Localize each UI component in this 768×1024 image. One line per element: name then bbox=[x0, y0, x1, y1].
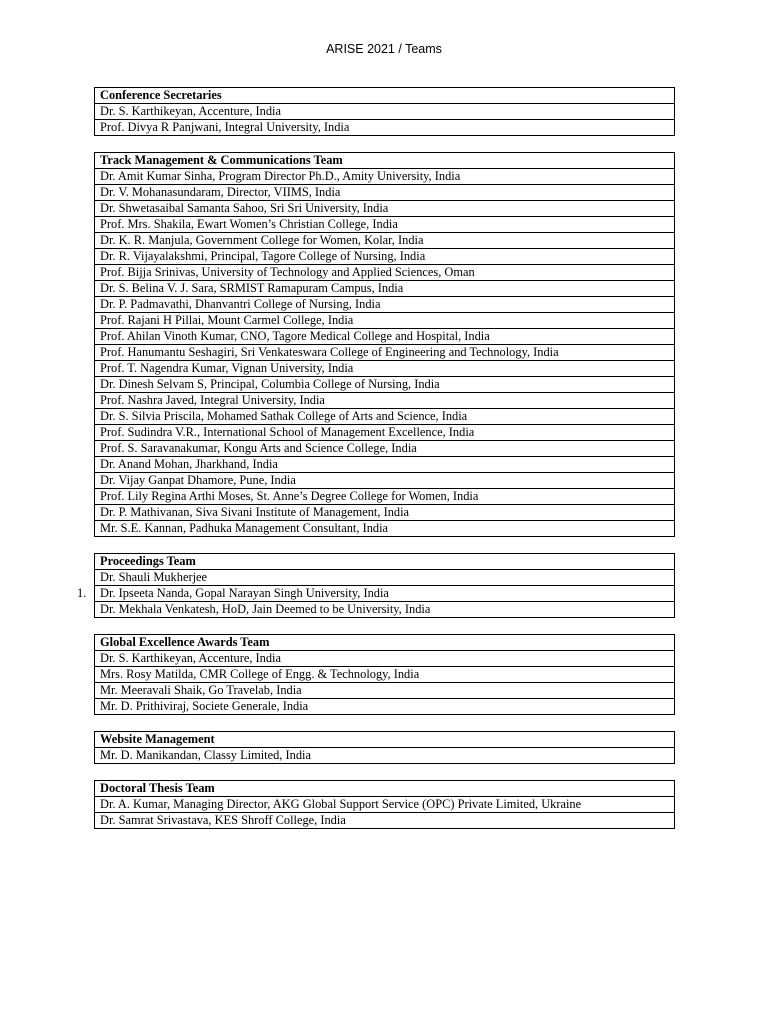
table-row bbox=[95, 570, 675, 586]
member-entry: Prof. Lily Regina Arthi Moses, St. Anne’s Degree College for Women, India bbox=[95, 489, 675, 505]
member-entry: Prof. Hanumantu Seshagiri, Sri Venkateswara College of Engineering and Technology, India bbox=[95, 345, 675, 361]
table-row bbox=[95, 201, 675, 217]
member-entry: Dr. A. Kumar, Managing Director, AKG Global Support Service (OPC) Private Limited, Ukraine bbox=[95, 797, 675, 813]
team-title: Global Excellence Awards Team bbox=[95, 635, 675, 651]
team-table bbox=[94, 87, 675, 136]
team-section bbox=[94, 731, 675, 764]
table-row bbox=[95, 249, 675, 265]
table-row bbox=[95, 441, 675, 457]
member-entry: Dr. Shwetasaibal Samanta Sahoo, Sri Sri University, India bbox=[95, 201, 675, 217]
list-number-marker: 1. bbox=[77, 586, 87, 600]
table-row bbox=[95, 185, 675, 201]
team-table bbox=[94, 634, 675, 715]
member-entry: Dr. S. Karthikeyan, Accenture, India bbox=[95, 104, 675, 120]
team-table bbox=[94, 731, 675, 764]
table-row bbox=[95, 377, 675, 393]
table-row bbox=[95, 813, 675, 829]
member-entry: Dr. S. Silvia Priscila, Mohamed Sathak College of Arts and Science, India bbox=[95, 409, 675, 425]
member-entry: Prof. Bijja Srinivas, University of Technology and Applied Sciences, Oman bbox=[95, 265, 675, 281]
table-row bbox=[95, 797, 675, 813]
table-row bbox=[95, 651, 675, 667]
table-row bbox=[95, 313, 675, 329]
member-entry: Dr. P. Padmavathi, Dhanvantri College of Nursing, India bbox=[95, 297, 675, 313]
member-entry: Dr. Shauli Mukherjee bbox=[95, 570, 675, 586]
team-title: Proceedings Team bbox=[95, 554, 675, 570]
table-row bbox=[95, 586, 675, 602]
member-entry: Prof. Rajani H Pillai, Mount Carmel College, India bbox=[95, 313, 675, 329]
team-section bbox=[94, 780, 675, 829]
member-entry: Dr. Anand Mohan, Jharkhand, India bbox=[95, 457, 675, 473]
team-title: Conference Secretaries bbox=[95, 88, 675, 104]
member-entry: Prof. Divya R Panjwani, Integral University, India bbox=[95, 120, 675, 136]
table-row bbox=[95, 120, 675, 136]
team-section bbox=[94, 634, 675, 715]
team-section bbox=[77, 553, 675, 618]
team-title: Website Management bbox=[95, 732, 675, 748]
table-row bbox=[95, 233, 675, 249]
member-entry: Prof. Sudindra V.R., International School of Management Excellence, India bbox=[95, 425, 675, 441]
table-row bbox=[95, 361, 675, 377]
team-table bbox=[94, 152, 675, 537]
table-row bbox=[95, 457, 675, 473]
table-row bbox=[95, 409, 675, 425]
team-header-row bbox=[95, 554, 675, 570]
member-entry: Prof. T. Nagendra Kumar, Vignan University, India bbox=[95, 361, 675, 377]
member-entry: Mr. D. Manikandan, Classy Limited, India bbox=[95, 748, 675, 764]
team-header-row bbox=[95, 88, 675, 104]
table-row bbox=[95, 473, 675, 489]
team-header-row bbox=[95, 781, 675, 797]
table-row bbox=[95, 169, 675, 185]
table-row bbox=[95, 104, 675, 120]
table-row bbox=[95, 425, 675, 441]
member-entry: Prof. Nashra Javed, Integral University, India bbox=[95, 393, 675, 409]
table-row bbox=[95, 217, 675, 233]
member-entry: Dr. Ipseeta Nanda, Gopal Narayan Singh University, India bbox=[95, 586, 675, 602]
table-row bbox=[95, 297, 675, 313]
member-entry: Dr. Amit Kumar Sinha, Program Director Ph.D., Amity University, India bbox=[95, 169, 675, 185]
member-entry: Mr. D. Prithiviraj, Societe Generale, India bbox=[95, 699, 675, 715]
member-entry: Prof. S. Saravanakumar, Kongu Arts and Science College, India bbox=[95, 441, 675, 457]
member-entry: Dr. K. R. Manjula, Government College for Women, Kolar, India bbox=[95, 233, 675, 249]
member-entry: Mrs. Rosy Matilda, CMR College of Engg. & Technology, India bbox=[95, 667, 675, 683]
team-header-row bbox=[95, 732, 675, 748]
table-row bbox=[95, 489, 675, 505]
team-title: Doctoral Thesis Team bbox=[95, 781, 675, 797]
table-row bbox=[95, 265, 675, 281]
table-row bbox=[95, 699, 675, 715]
table-row bbox=[95, 683, 675, 699]
member-entry: Dr. V. Mohanasundaram, Director, VIIMS, India bbox=[95, 185, 675, 201]
table-row bbox=[95, 345, 675, 361]
team-title: Track Management & Communications Team bbox=[95, 153, 675, 169]
member-entry: Mr. S.E. Kannan, Padhuka Management Consultant, India bbox=[95, 521, 675, 537]
member-entry: Dr. Dinesh Selvam S, Principal, Columbia College of Nursing, India bbox=[95, 377, 675, 393]
table-row bbox=[95, 521, 675, 537]
table-row bbox=[95, 748, 675, 764]
team-section bbox=[94, 87, 675, 136]
member-entry: Prof. Ahilan Vinoth Kumar, CNO, Tagore Medical College and Hospital, India bbox=[95, 329, 675, 345]
member-entry: Mr. Meeravali Shaik, Go Travelab, India bbox=[95, 683, 675, 699]
member-entry: Dr. Samrat Srivastava, KES Shroff College, India bbox=[95, 813, 675, 829]
team-header-row bbox=[95, 153, 675, 169]
member-entry: Dr. Vijay Ganpat Dhamore, Pune, India bbox=[95, 473, 675, 489]
table-row bbox=[95, 393, 675, 409]
table-row bbox=[95, 667, 675, 683]
member-entry: Dr. S. Belina V. J. Sara, SRMIST Ramapuram Campus, India bbox=[95, 281, 675, 297]
team-sections bbox=[77, 87, 675, 845]
table-row bbox=[95, 329, 675, 345]
member-entry: Dr. P. Mathivanan, Siva Sivani Institute of Management, India bbox=[95, 505, 675, 521]
member-entry: Dr. R. Vijayalakshmi, Principal, Tagore College of Nursing, India bbox=[95, 249, 675, 265]
team-table bbox=[94, 553, 675, 618]
table-row bbox=[95, 602, 675, 618]
page-title: ARISE 2021 / Teams bbox=[326, 42, 442, 56]
table-row bbox=[95, 505, 675, 521]
member-entry: Prof. Mrs. Shakila, Ewart Women’s Christian College, India bbox=[95, 217, 675, 233]
table-row bbox=[95, 281, 675, 297]
member-entry: Dr. S. Karthikeyan, Accenture, India bbox=[95, 651, 675, 667]
team-header-row bbox=[95, 635, 675, 651]
team-table bbox=[94, 780, 675, 829]
member-entry: Dr. Mekhala Venkatesh, HoD, Jain Deemed to be University, India bbox=[95, 602, 675, 618]
team-section bbox=[94, 152, 675, 537]
